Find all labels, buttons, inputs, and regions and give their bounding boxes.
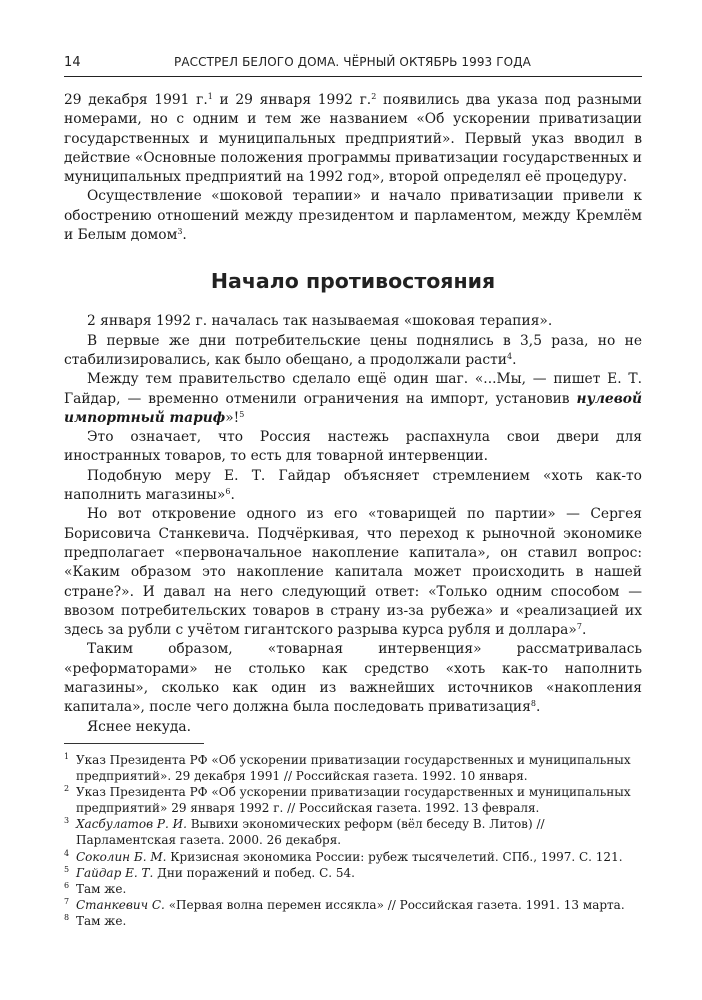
main-text bbox=[64, 91, 642, 737]
footnote-1: 1 Указ Президента РФ «Об ускорении приватизации государственных и муниципальных предприятий». 29 декабря 1991 // Российская газета. 1992. 10 января. bbox=[64, 752, 631, 784]
paragraph-9: Таким образом, «товарная интервенция» рассматривалась «реформаторами» не столько как средство «хоть как-то наполнить магазины», сколько как один из важнейших источников «накопления капитала», после чего должна была последовать приватизация$^8$. bbox=[64, 641, 642, 716]
footnote-2: 2 Указ Президента РФ «Об ускорении приватизации государственных и муниципальных предприятий» 29 января 1992 г. // Российская газета. 1992. 13 февраля. bbox=[64, 784, 631, 816]
footnote-3: 3 Хасбулатов Р. И. Вывихи экономических реформ (вёл беседу В. Литов) // Парламентская газета. 2000. 26 декабря. bbox=[64, 816, 545, 848]
footnotes bbox=[64, 752, 642, 929]
footnote-7: 7 Станкевич С. «Первая волна перемен иссякла» // Российская газета. 1991. 13 марта. bbox=[64, 896, 625, 912]
paragraph-3: 2 января 1992 г. началась так называемая «шоковая терапия». bbox=[87, 313, 553, 330]
paragraph-5: Между тем правительство сделало ещё один шаг. «...Мы, — пишет Е. Т. Гайдар, — временно отменили ограничения на импорт, установив нулевой импортный тариф»!$^5$ bbox=[64, 371, 642, 426]
footnote-rule bbox=[64, 743, 204, 744]
running-title: РАССТРЕЛ БЕЛОГО ДОМА. ЧЁРНЫЙ ОКТЯБРЬ 1993 ГОДА bbox=[174, 55, 531, 69]
emphasis-text: нулевой импортный тариф bbox=[64, 390, 642, 426]
footnote-ref-2[interactable]: 2 bbox=[371, 92, 377, 101]
section-heading: Начало противостояния bbox=[210, 269, 496, 294]
footnote-6: 6 Там же. bbox=[64, 880, 127, 896]
paragraph-8: Но вот откровение одного из его «товарищей по партии» — Сергея Борисовича Станкевича. Подчёркивая, что переход к рыночной экономике предполагает «первоначальное накопление капитала», он ставил вопрос: «Каким образом это накопление капитала может происходить в нашей стране?». И давал на него следующий ответ: «Только одним способом — ввозом потребительских товаров в страну из-за рубежа» и «реализацией их здесь за рубли с учётом гигантского разрыва курса рубля и доллара»$^7$. bbox=[64, 506, 642, 639]
paragraph-1: 29 декабря 1991 г.$^1$ и 29 января 1992 г.$^2$ появились два указа под разными номерами, но с одним и тем же названием «Об ускорении приватизации государственных и муниципальных предприятий». Первый указ вводил в действие «Основные положения программы приватизации государственных и муниципальных предприятий на 1992 год», второй определял её процедуру. bbox=[64, 92, 642, 186]
footnote-ref-6[interactable]: 6 bbox=[225, 487, 231, 497]
footnote-ref-4[interactable]: 4 bbox=[506, 351, 513, 361]
paragraph-6: Это означает, что Россия настежь распахнула свои двери для иностранных товаров, то есть для товарной интервенции. bbox=[64, 429, 642, 465]
page-number: 14 bbox=[64, 55, 81, 70]
header-rule bbox=[64, 76, 642, 77]
footnote-ref-5[interactable]: 5 bbox=[239, 409, 245, 419]
paragraph-7: Подобную меру Е. Т. Гайдар объясняет стремлением «хоть как-то наполнить магазины»$^6$. bbox=[64, 467, 642, 504]
footnote-5: 5 Гайдар Е. Т. Дни поражений и побед. С. 54. bbox=[64, 864, 355, 880]
paragraph-4: В первые же дни потребительские цены поднялись в 3,5 раза, но не стабилизировались, как было обещано, а продолжали расти$^4$. bbox=[64, 332, 642, 368]
footnote-ref-1[interactable]: 1 bbox=[207, 92, 213, 101]
footnote-ref-3[interactable]: 3 bbox=[177, 227, 183, 237]
footnote-ref-7[interactable]: 7 bbox=[576, 622, 582, 632]
footnote-4: 4 Соколин Б. М. Кризисная экономика России: рубеж тысячелетий. СПб., 1997. С. 121. bbox=[64, 848, 623, 864]
footnote-ref-8[interactable]: 8 bbox=[530, 699, 536, 709]
paragraph-10: Яснее некуда. bbox=[87, 718, 191, 735]
paragraph-2: Осуществление «шоковой терапии» и начало приватизации привели к обострению отношений между президентом и парламентом, между Кремлём и Белым домом$^3$. bbox=[64, 188, 642, 244]
footnote-8: 8 Там же. bbox=[64, 912, 127, 928]
